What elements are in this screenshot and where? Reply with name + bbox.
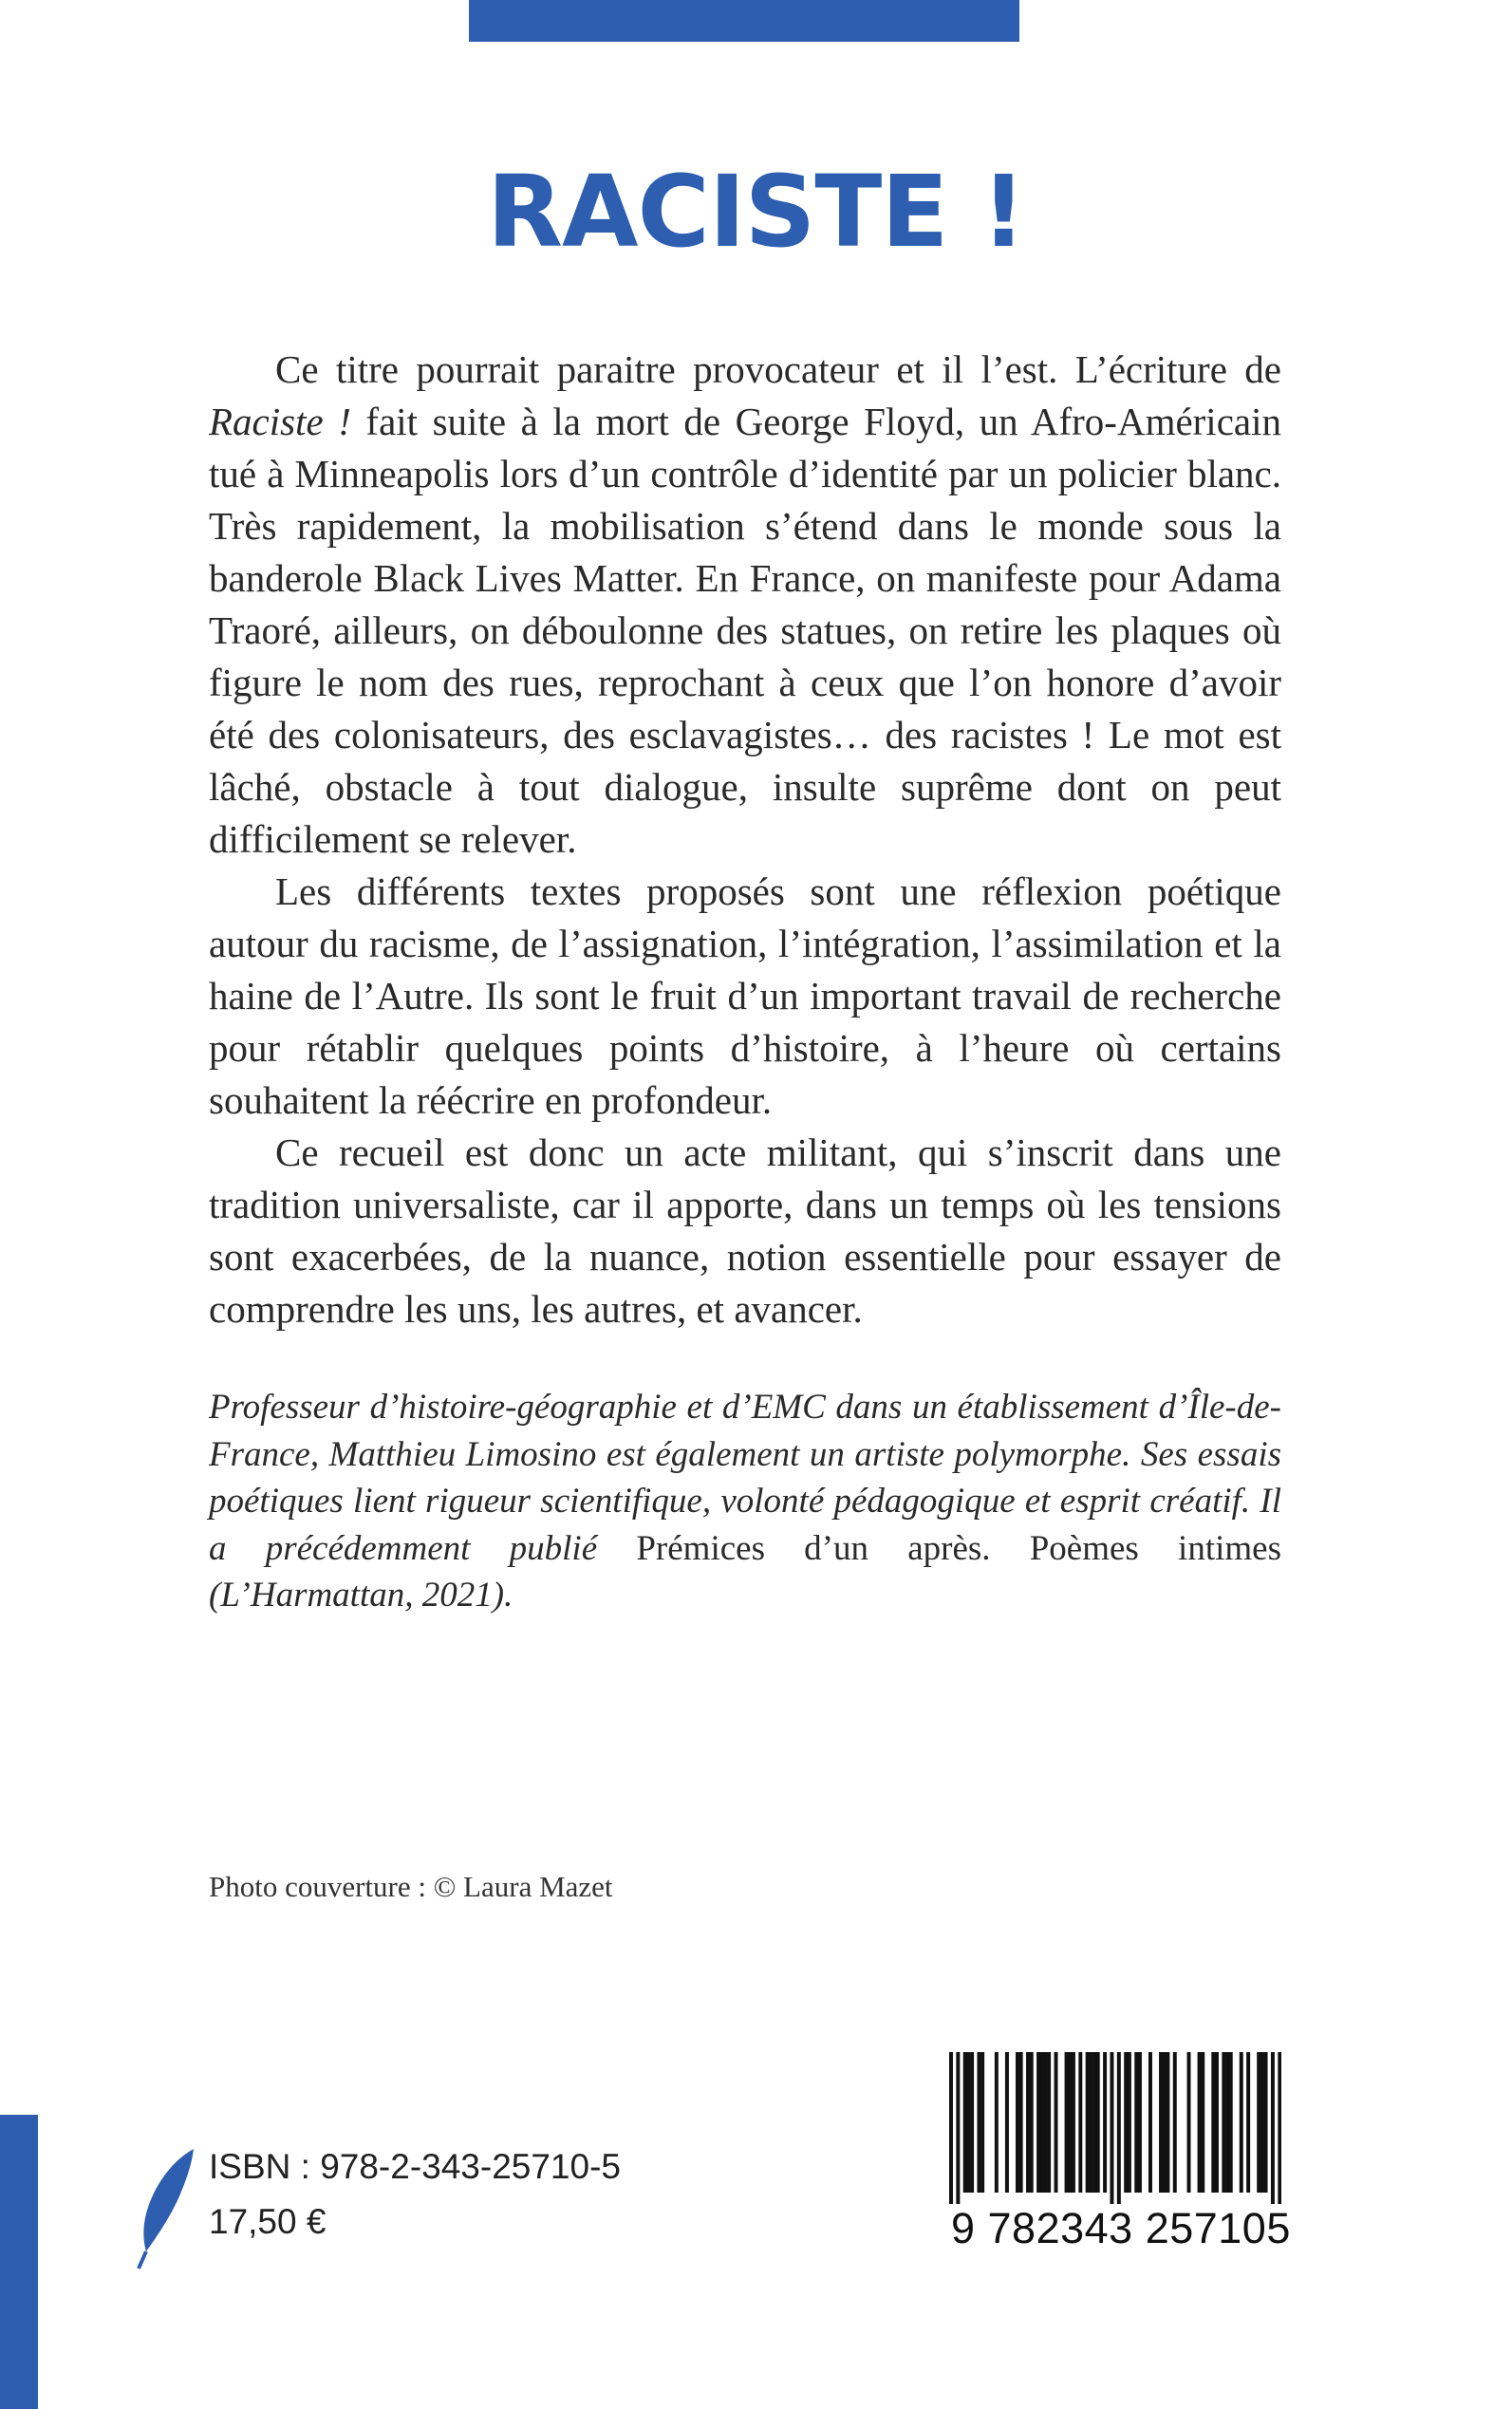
author-bio-publisher: (L’Harmattan, 2021).	[209, 1576, 513, 1615]
blurb	[209, 344, 1281, 1335]
previous-book-title: Prémices d’un après. Poèmes intimes	[636, 1528, 1281, 1568]
barcode-bar	[1026, 2052, 1030, 2193]
barcode-bar	[1110, 2052, 1113, 2204]
photo-credit: Photo couverture : © Laura Mazet	[209, 1870, 613, 1903]
barcode-bar	[949, 2052, 953, 2204]
barcode-bar	[1124, 2052, 1128, 2193]
barcode-bar	[1016, 2052, 1019, 2193]
barcode-bar	[995, 2052, 999, 2193]
isbn: ISBN : 978-2-343-25710-5	[209, 2147, 621, 2186]
top-accent-bar	[469, 0, 1019, 42]
barcode-bar	[1134, 2052, 1138, 2193]
barcode-bar	[1065, 2052, 1069, 2193]
barcode-bar	[970, 2052, 974, 2193]
barcode-bar	[1047, 2052, 1051, 2193]
barcode-bar	[1117, 2052, 1121, 2204]
feather-icon	[135, 2147, 197, 2270]
barcode-bar	[1086, 2052, 1090, 2193]
barcode-bar	[1092, 2052, 1096, 2193]
barcode-bar	[1240, 2052, 1243, 2193]
barcode-bar	[1278, 2052, 1281, 2204]
barcode-bar	[963, 2052, 967, 2193]
barcode-bar	[1078, 2052, 1082, 2193]
barcode-bar	[980, 2052, 984, 2193]
blurb-paragraph-2: Les différents textes proposés sont une réflexion poétique autour du racisme, de l’assignation, l’intégration, l’assimilation et la haine de l’Autre. Ils sont le fruit d’un important travail de recherche pour rétablir quelques points d’histoire, à l’heure où certains souhaitent la réécrire en profondeur.	[209, 869, 1281, 1122]
blurb-paragraph-1	[209, 344, 1281, 866]
blurb-paragraph-3: Ce recueil est donc un acte militant, qui s’inscrit dans une tradition universaliste, car il apporte, dans un temps où les tensions sont exacerbées, de la nuance, notion essentielle pour essayer de comprendre les uns, les autres, et avancer.	[209, 1130, 1281, 1331]
barcode-bar	[1019, 2052, 1023, 2193]
barcode-bar	[977, 2052, 980, 2193]
barcode-bar	[1148, 2052, 1152, 2193]
barcode-bar	[956, 2052, 960, 2204]
barcode-bar	[1201, 2052, 1204, 2193]
barcode-bar	[1198, 2052, 1202, 2193]
barcode-bar	[1215, 2052, 1219, 2193]
book-title: RACISTE !	[486, 154, 1026, 270]
barcode-bar	[1068, 2052, 1072, 2193]
blurb-p1-end: fait suite à la mort de George Floyd, un Afro-Américain tué à Minneapolis lors d’un contrôle d’identité par un policier blanc. Très rapidement, la mobilisation s’étend dans le monde sous la banderole Black Lives Matter. En France, on manifeste pour Adama Traoré, ailleurs, on déboulonne des statues, on retire les plaques où figure le nom des rues, reprochant à ceux que l’on honore d’avoir été des colonisateurs, des esclavagistes… des racistes ! Le mot est lâché, obstacle à tout dialogue, insulte suprême dont on peut difficilement se relever.	[209, 400, 1281, 861]
price: 17,50 €	[209, 2202, 327, 2241]
side-accent-bar	[0, 2115, 38, 2409]
barcode-bar	[1271, 2052, 1275, 2204]
barcode-bar	[1128, 2052, 1131, 2193]
barcode-bar	[1264, 2052, 1268, 2193]
barcode-bar	[1159, 2052, 1163, 2193]
author-bio	[209, 1384, 1281, 1619]
barcode-bar	[1096, 2052, 1100, 2193]
barcode-bar	[1225, 2052, 1229, 2193]
blurb-p1-start: Ce titre pourrait paraitre provocateur et il l’est. L’écriture de	[275, 347, 1281, 391]
barcode-bar	[1246, 2052, 1250, 2193]
barcode-bar	[1163, 2052, 1167, 2193]
barcode-bar	[1260, 2052, 1264, 2193]
barcode-bar	[1055, 2052, 1058, 2193]
barcode-bar	[1229, 2052, 1233, 2193]
barcode-bar	[1138, 2052, 1142, 2193]
barcode-bar	[966, 2052, 970, 2193]
barcode-bar	[1222, 2052, 1225, 2193]
barcode-bar	[1030, 2052, 1034, 2193]
barcode-digits: 9 782343 257105	[951, 2204, 1291, 2252]
barcode-bar	[1187, 2052, 1191, 2193]
barcode-bar	[1173, 2052, 1177, 2193]
author-bio-text: Professeur d’histoire-géographie et d’EMC dans un établissement d’Île-de-France, Matthieu Limosino est également un artiste polymorphe. Ses essais poétiques lient rigueur scientifique, volonté pédagogique et esprit créatif. Il a précédemment publié	[209, 1388, 1281, 1568]
barcode-bar	[1211, 2052, 1215, 2193]
barcode-bar	[1072, 2052, 1075, 2193]
barcode-bar	[1005, 2052, 1009, 2193]
barcode-bar	[1043, 2052, 1047, 2193]
blurb-title-ref: Raciste !	[209, 400, 351, 443]
barcode-bar	[1257, 2052, 1260, 2193]
barcode-bar	[1036, 2052, 1040, 2193]
barcode-bar	[1089, 2052, 1092, 2193]
barcode-bar	[1103, 2052, 1107, 2193]
barcode-bar	[1040, 2052, 1044, 2193]
barcode-bar	[1166, 2052, 1169, 2193]
